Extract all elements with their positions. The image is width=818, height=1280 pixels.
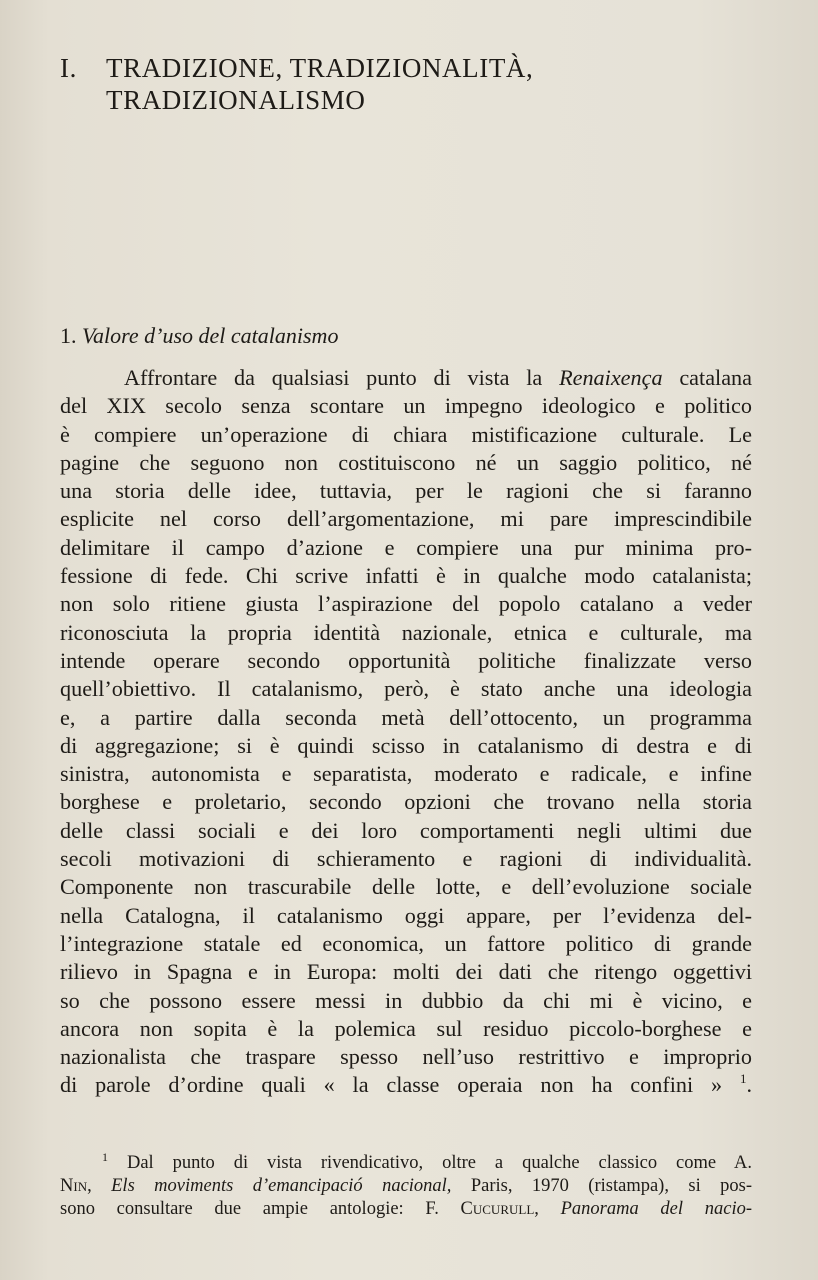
footnote-text: Dal punto di vista rivendicativo, oltre a qualche classico come A.: [126, 1153, 753, 1173]
body-text-run: delle classi sociali e dei loro comportamenti negli ultimi due: [60, 817, 752, 843]
body-text-run: riconosciuta la propria identità nazionale, etnica e culturale, ma: [60, 619, 752, 645]
footnote-text: Paris, 1970 (ristampa), si pos-: [451, 1176, 752, 1196]
body-line: [60, 675, 752, 703]
body-paragraph: [60, 364, 752, 1100]
chapter-heading: [60, 52, 760, 116]
body-text-run: intende operare secondo opportunità politiche finalizzate verso: [60, 647, 752, 673]
body-line: [60, 704, 752, 732]
body-line: [60, 817, 752, 845]
body-text-run: nazionalista che traspare spesso nell’uso restrittivo e improprio: [60, 1044, 752, 1070]
body-line: [60, 421, 752, 449]
body-text-run: quell’obiettivo. Il catalanismo, però, è stato anche una ideologia: [60, 676, 752, 702]
body-line: [60, 760, 752, 788]
body-text-run: di aggregazione; si è quindi scisso in catalanismo di destra e di: [60, 732, 752, 758]
body-line: [60, 873, 752, 901]
body-text-run: so che possono essere messi in dubbio da chi mi è vicino, e: [60, 987, 752, 1013]
body-text-run: ancora non sopita è la polemica sul residuo piccolo-borghese e: [60, 1015, 752, 1041]
body-line: [60, 845, 752, 873]
body-line: di parole d’ordine quali « la classe operaia non ha confini » $^1$.: [60, 1071, 752, 1098]
body-line: [60, 958, 752, 986]
body-line: [60, 449, 752, 477]
footnote-author: Nin: [60, 1176, 88, 1196]
body-line: [60, 562, 752, 590]
body-text-run: non solo ritiene giusta l’aspirazione del popolo catalano a veder: [60, 591, 752, 617]
footnote-book-title: Els moviments d’emancipació nacional,: [111, 1176, 452, 1196]
body-text-run: l’integrazione statale ed economica, un fattore politico di grande: [60, 930, 752, 956]
body-text-run: fessione di fede. Chi scrive infatti è in qualche modo catalanista;: [60, 563, 752, 589]
body-line: [60, 364, 752, 392]
body-line: [60, 987, 752, 1015]
body-text-run: del XIX secolo senza scontare un impegno ideologico e politico: [60, 393, 752, 419]
footnote-number: 1: [102, 1150, 108, 1164]
body-text-run: una storia delle idee, tuttavia, per le ragioni che si faranno: [60, 478, 752, 504]
footnote-book-title: Panorama del nacio-: [560, 1199, 752, 1219]
body-line: [60, 619, 752, 647]
chapter-title-line2: TRADIZIONALISMO: [106, 85, 366, 115]
body-text-run: è compiere un’operazione di chiara mistificazione culturale. Le: [60, 421, 752, 447]
body-text-run: delimitare il campo d’azione e compiere una pur minima pro-: [60, 534, 752, 560]
body-line: [60, 590, 752, 618]
body-text-run: secoli motivazioni di schieramento e ragioni di individualità.: [60, 846, 752, 872]
footnote-author: Cucurull: [460, 1199, 535, 1219]
footnote: [60, 1152, 752, 1221]
body-line: [60, 788, 752, 816]
body-line: [60, 392, 752, 420]
body-text-run: sinistra, autonomista e separatista, moderato e radicale, e infine: [60, 761, 752, 787]
body-line: [60, 647, 752, 675]
section-number: 1.: [60, 323, 77, 348]
body-text-run: Componente non trascurabile delle lotte, e dell’evoluzione sociale: [60, 874, 752, 900]
body-text-run: esplicite nel corso dell’argomentazione, mi pare imprescindibile: [60, 506, 752, 532]
body-text-run: pagine che seguono non costituiscono né un saggio politico, né: [60, 449, 752, 475]
section-title: Valore d’uso del catalanismo: [82, 323, 339, 348]
footnote-line: sono consultare due ampie antologie: F. Cucurull, Panorama del nacio-: [60, 1199, 752, 1219]
body-text-run: rilievo in Spagna e in Europa: molti dei dati che ritengo oggettivi: [60, 959, 752, 985]
body-line: [60, 1043, 752, 1071]
body-line: [60, 477, 752, 505]
footnote-text: sono consultare due ampie antologie: F.: [60, 1199, 461, 1219]
body-line: [60, 902, 752, 930]
footnote-line: [60, 1152, 752, 1175]
body-line: [60, 505, 752, 533]
body-text-run: di parole d’ordine quali « la classe operaia non ha confini »: [60, 1072, 740, 1098]
body-line: [60, 534, 752, 562]
body-text-run: borghese e proletario, secondo opzioni che trovano nella storia: [60, 789, 752, 815]
chapter-title-line1: TRADIZIONE, TRADIZIONALITÀ,: [106, 53, 534, 83]
chapter-number: I.: [60, 53, 77, 83]
body-text-run: e, a partire dalla seconda metà dell’ottocento, un programma: [60, 704, 752, 730]
footnote-reference: 1: [739, 1071, 747, 1087]
footnote-line: Nin, Els moviments d’emancipació nacional, Paris, 1970 (ristampa), si pos-: [60, 1176, 752, 1196]
italic-term: Renaixença: [559, 365, 663, 390]
body-text-run: nella Catalogna, il catalanismo oggi appare, per l’evidenza del-: [60, 902, 752, 928]
body-text-run: Affrontare da qualsiasi punto di vista la: [124, 365, 560, 390]
body-line: [60, 732, 752, 760]
body-line: [60, 1015, 752, 1043]
body-text-run: catalana: [662, 365, 752, 390]
section-heading: [60, 322, 338, 350]
body-line: [60, 930, 752, 958]
